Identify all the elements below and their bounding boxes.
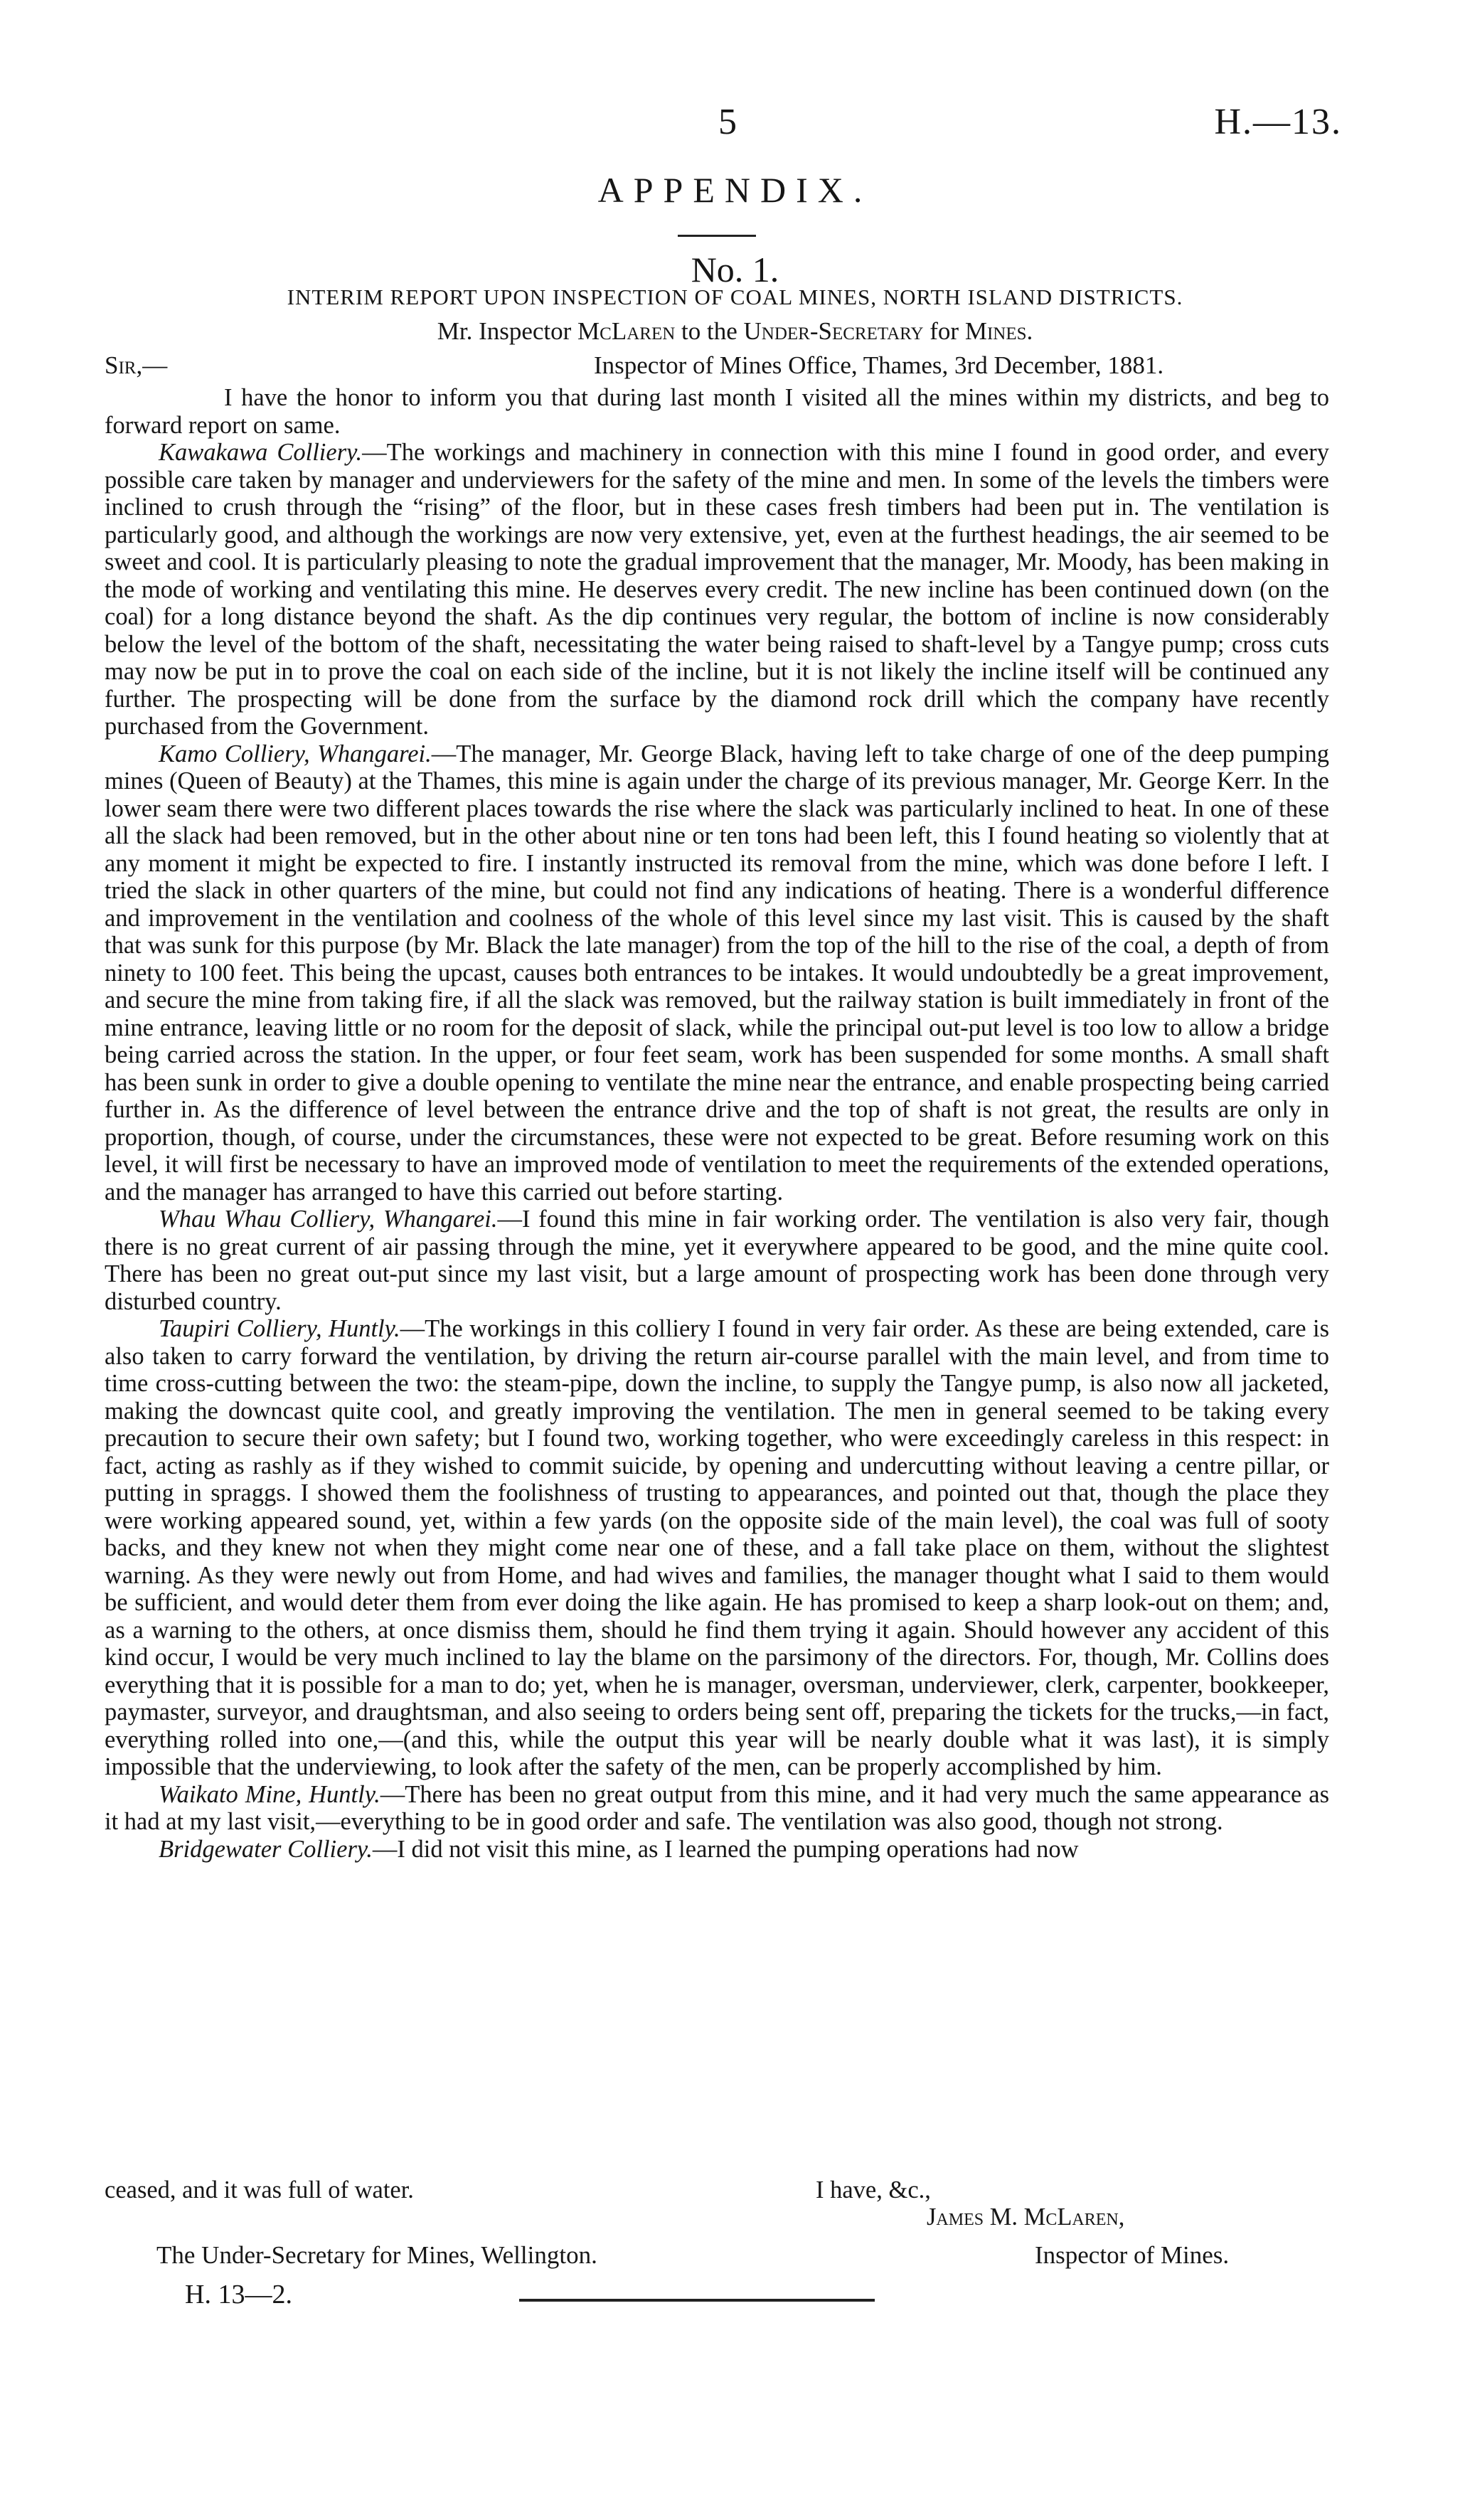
page-number: 5 bbox=[718, 102, 737, 142]
title-divider bbox=[678, 235, 756, 237]
colliery-name: Bridgewater Colliery. bbox=[159, 1835, 373, 1863]
subheading-mid: to the bbox=[675, 317, 744, 345]
addressee: The Under-Secretary for Mines, Wellington. bbox=[156, 2241, 597, 2269]
letter-body bbox=[105, 384, 1329, 1863]
report-heading: INTERIM REPORT UPON INSPECTION OF COAL MINES, NORTH ISLAND DISTRICTS. bbox=[287, 285, 1183, 309]
subheading-prefix: Mr. Inspector bbox=[437, 317, 578, 345]
inspector-name: McLaren bbox=[577, 317, 676, 345]
subheading-for: for bbox=[923, 317, 965, 345]
intro-paragraph: I have the honor to inform you that during last month I visited all the mines within my districts, and beg to forward report on same. bbox=[105, 384, 1329, 439]
section-text: —There has been no great output from this mine, and it had very much the same appearance as it had at my last visit,—everything to be in good order and safe. The ventilation was also good, though not strong. bbox=[105, 1780, 1330, 1835]
section-paragraph bbox=[105, 439, 1329, 740]
colliery-name: Taupiri Colliery, Huntly. bbox=[159, 1315, 400, 1342]
colliery-name: Kamo Colliery, Whangarei. bbox=[159, 740, 432, 767]
document-code: H.—13. bbox=[1214, 102, 1342, 142]
section-text: —The workings in this colliery I found in very fair order. As these are being extended, care is also taken to carry forward the ventilation, by driving the return air-course parallel with the main level, and from time to time cross-cutting between the two: the steam-pipe, down the incline, to supply the Tangye pump, is also now all jacketed, making the downcast quite cool, and greatly improving the ventilation. The men in general seemed to be taking every precaution to secure their own safety; but I found two, working together, who were exceedingly careless in this respect: in fact, acting as rashly as if they wished to commit suicide, by opening and undercutting without leaving a centre pillar, or putting in spraggs. I showed them the foolishness of trusting to appearances, and pointed out that, though the place they were working appeared sound, yet, within a few yards (on the opposite side of the main level), the coal was full of sooty backs, and they knew not when they might come near one of these, and a fall take place on them, without the slightest warning. As they were newly out from Home, and had wives and families, the manager thought what I said to them would be sufficient, and would deter them from ever doing the like again. He has promised to keep a sharp look-out on them; and, as a warning to the others, at once dismiss them, should he find them trying it again. Should however any accident of this kind occur, I would be very much inclined to lay the blame on the parsimony of the directors. For, though, Mr. Collins does everything that it is possible for a man to do; yet, when he is manager, oversman, underviewer, clerk, carpenter, bookkeeper, paymaster, surveyor, and draughtsman, and also seeing to orders being sent off, preparing the tickets for the trucks,—in fact, everything rolled into one,—(and this, while the output this year will be nearly double what it was last), it is simply impossible that the underviewing, to look after the safety of the men, can be properly accomplished by him. bbox=[105, 1315, 1329, 1780]
section-paragraph bbox=[105, 1315, 1329, 1781]
section-paragraph bbox=[105, 1781, 1329, 1836]
section-text: —The manager, Mr. George Black, having left to take charge of one of the deep pumping mines (Queen of Beauty) at the Thames, this mine is again under the charge of its previous manager, Mr. George Kerr. In the lower seam there were two different places towards the rise where the slack was particularly inclined to heat. In one of these all the slack had been removed, but in the other about nine or ten tons had been left, this I found heating so violently that at any moment it might be expected to fire. I instantly instructed its removal from the mine, which was done before I left. I tried the slack in other quarters of the mine, but could not find any indications of heating. There is a wonderful difference and improvement in the ventilation and coolness of the whole of this level since my last visit. This is caused by the shaft that was sunk for this purpose (by Mr. Black the late manager) from the top of the hill to the rise of the coal, a depth of from ninety to 100 feet. This being the upcast, causes both entrances to be intakes. It would undoubtedly be a great improvement, and secure the mine from taking fire, if all the slack was removed, but the railway station is built immediately in front of the mine entrance, leaving little or no room for the deposit of slack, while the principal out-put level is too low to allow a bridge being carried across the station. In the upper, or four feet seam, work has been suspended for some months. A small shaft has been sunk in order to give a double opening to ventilate the mine near the entrance, and enable prospecting being carried further in. As the difference of level between the entrance drive and the top of shaft is not great, the results are only in proportion, though, of course, under the circumstances, these were not expected to be great. Before resuming work on this level, it will first be necessary to have an improved mode of ventilation to meet the requirements of the extended operations, and the manager has arranged to have this carried out before starting. bbox=[105, 740, 1329, 1206]
footer-divider bbox=[519, 2299, 875, 2302]
colliery-name: Waikato Mine, Huntly. bbox=[159, 1780, 380, 1808]
section-text: —The workings and machinery in connection with this mine I found in good order, and every possible care taken by manager and underviewers for the safety of the mine and men. In some of the levels the timbers were inclined to crush through the “rising” of the floor, but in these cases fresh timbers had been put in. The ventilation is particularly good, and although the workings are now very extensive, yet, even at the furthest headings, the air seemed to be sweet and cool. It is particularly pleasing to note the gradual improvement that the manager, Mr. Moody, has been making in the mode of working and ventilating this mine. He deserves every credit. The new incline has been continued down (on the coal) for a long distance beyond the shaft. As the dip continues very regular, the bottom of incline is now considerably below the level of the bottom of the shaft, necessitating the water being raised to shaft-level by a Tangye pump; cross cuts may now be put in to prove the coal on each side of the incline, but it is not likely the incline itself will be continued any further. The prospecting will be done from the surface by the diamond rock drill which the company have recently purchased from the Government. bbox=[105, 439, 1329, 740]
colliery-name: Kawakawa Colliery. bbox=[159, 439, 363, 466]
footer-code: H. 13—2. bbox=[185, 2280, 292, 2309]
section-text: —I did not visit this mine, as I learned the pumping operations had now bbox=[372, 1835, 1079, 1863]
signer-title: Inspector of Mines. bbox=[1035, 2241, 1230, 2269]
valediction: I have, &c., bbox=[816, 2176, 931, 2203]
office-dateline: Inspector of Mines Office, Thames, 3rd December, 1881. bbox=[594, 351, 1164, 379]
section-text: —I found this mine in fair working order. The ventilation is also very fair, though there is no great current of air passing through the mine, yet it everywhere appeared to be good, and the mine quite cool. There has been no great out-put since my last visit, but a large amount of prospecting work has been done through very disturbed country. bbox=[105, 1206, 1329, 1315]
salutation: Sir,— bbox=[105, 351, 168, 379]
report-subheading bbox=[0, 317, 1470, 346]
recipient-title: Under-Secretary bbox=[743, 317, 924, 345]
signer-name: James M. McLaren, bbox=[927, 2203, 1125, 2231]
appendix-number: No. 1. bbox=[691, 250, 779, 289]
section-paragraph bbox=[105, 1206, 1329, 1315]
department-name: Mines. bbox=[964, 317, 1033, 345]
closing-text: ceased, and it was full of water. bbox=[105, 2176, 414, 2203]
section-paragraph bbox=[105, 1836, 1329, 1864]
colliery-name: Whau Whau Colliery, Whangarei. bbox=[159, 1206, 498, 1233]
closing-row bbox=[105, 2176, 1329, 2204]
appendix-title: APPENDIX. bbox=[597, 170, 873, 210]
section-paragraph bbox=[105, 740, 1329, 1206]
